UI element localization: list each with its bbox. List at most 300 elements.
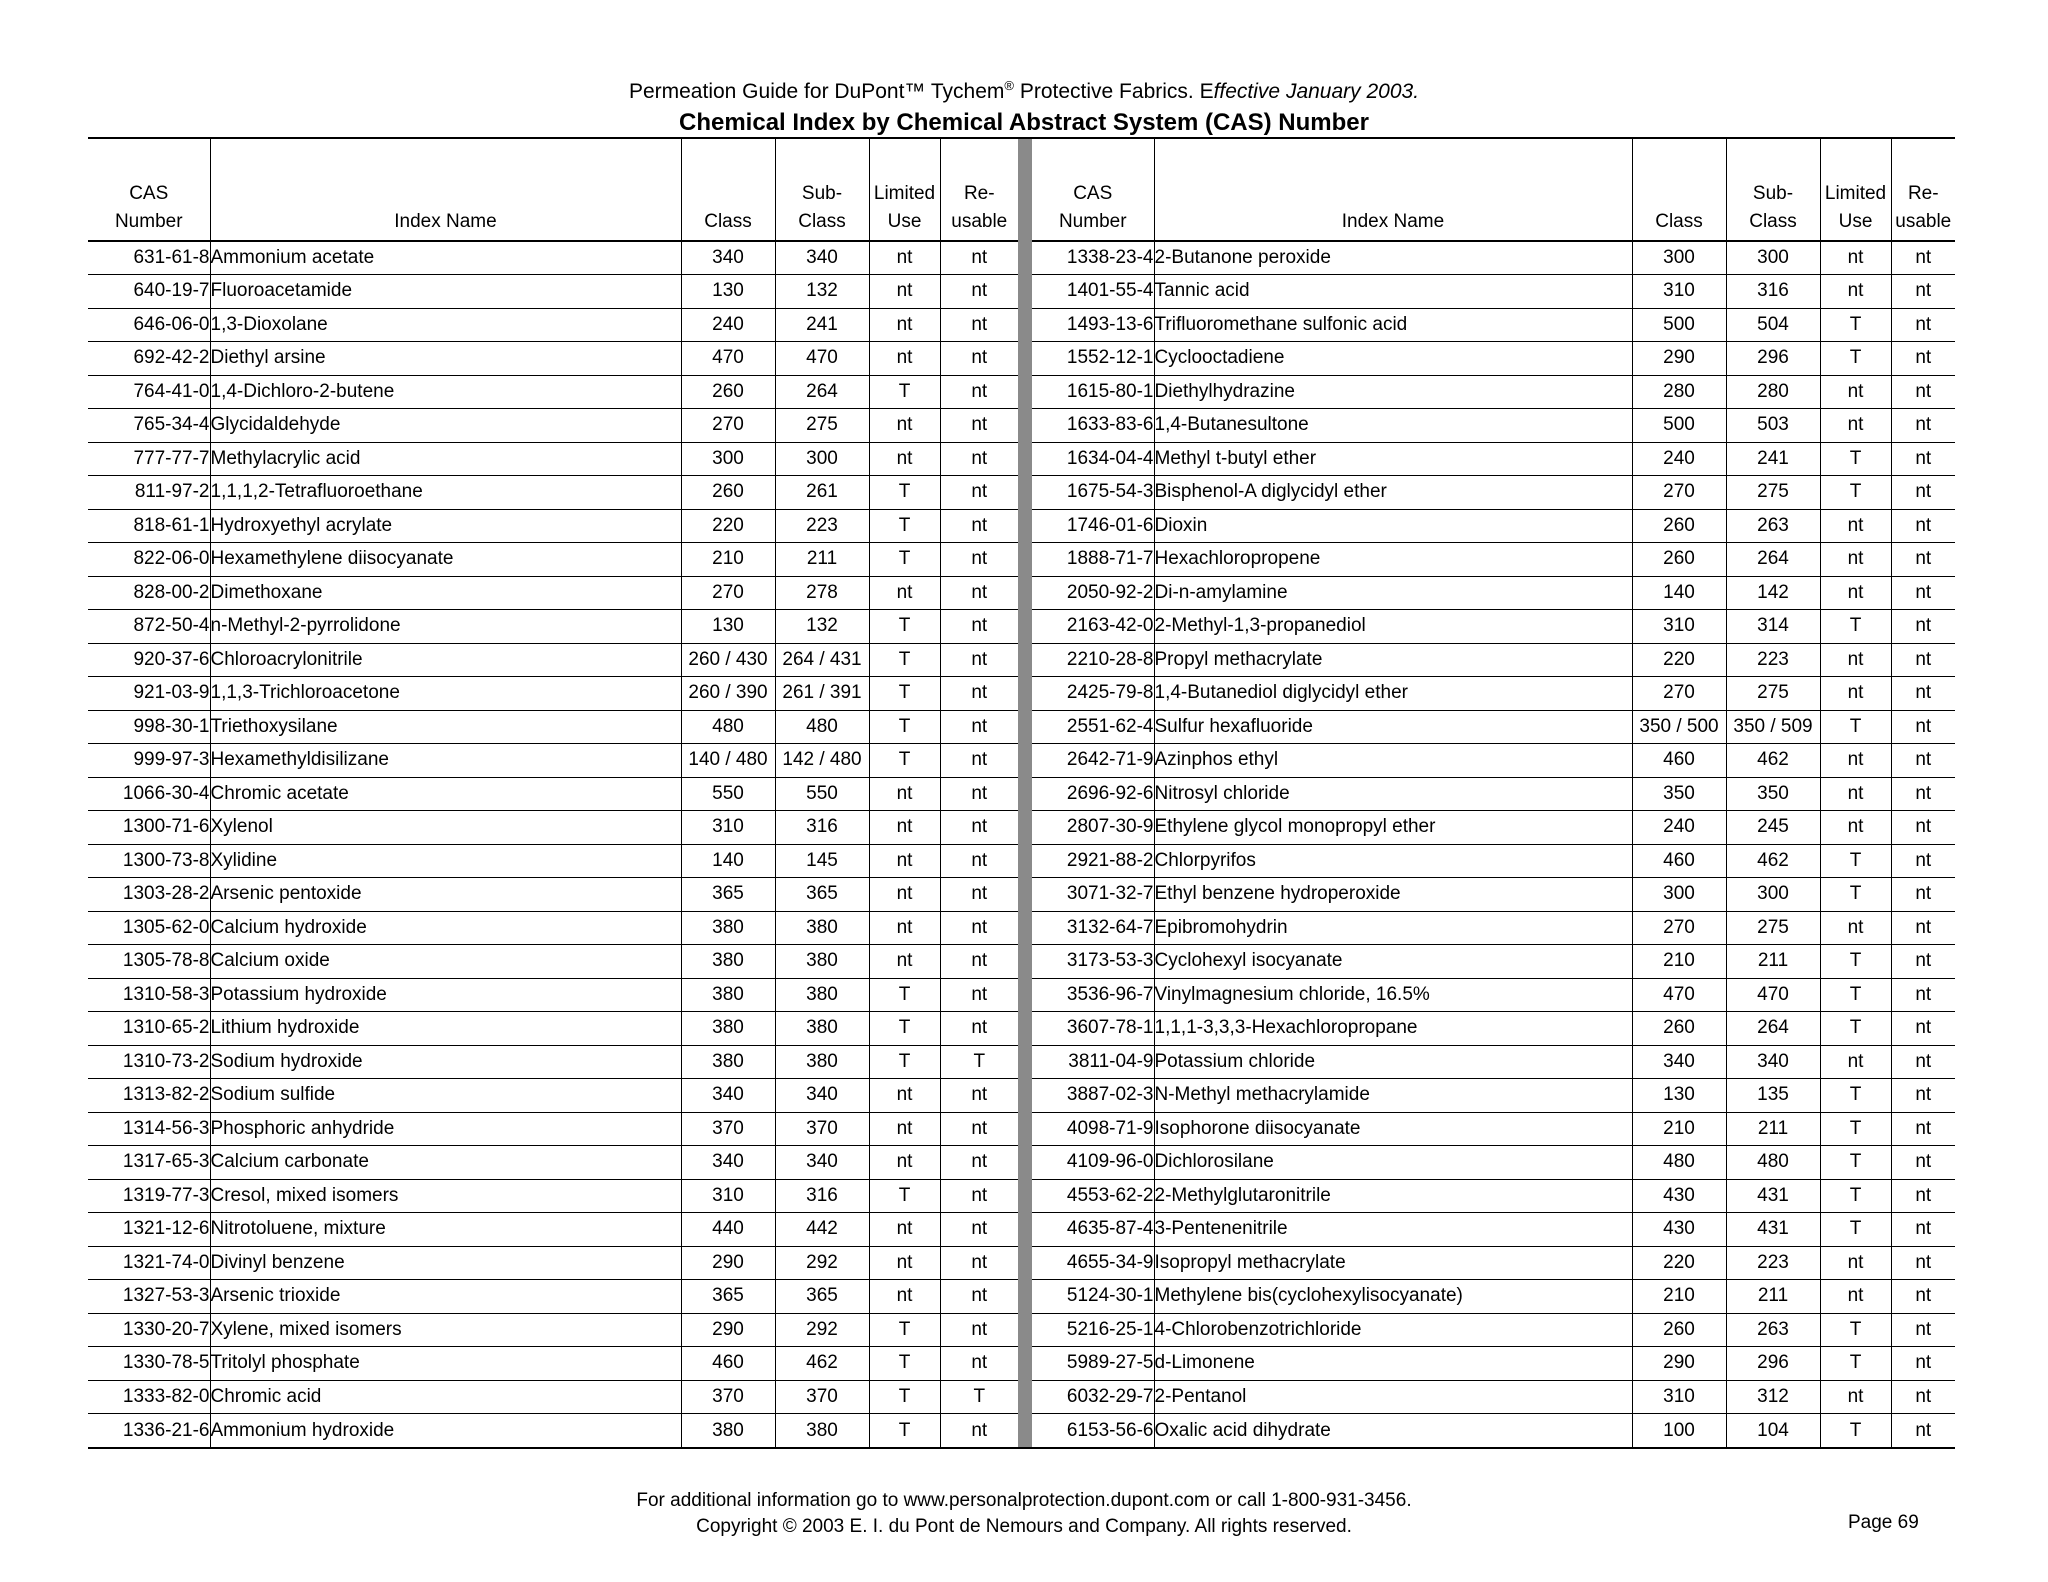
limited-use-cell: T <box>1820 1213 1891 1247</box>
index-name-cell: 1,1,1-3,3,3-Hexachloropropane <box>1154 1012 1632 1046</box>
reusable-cell: T <box>940 1045 1018 1079</box>
class-cell: 210 <box>681 543 775 577</box>
limited-use-cell: T <box>1820 476 1891 510</box>
reusable-cell: nt <box>940 978 1018 1012</box>
limited-use-cell: nt <box>1820 509 1891 543</box>
limited-use-cell: T <box>1820 1179 1891 1213</box>
guide-subtitle <box>0 72 2048 106</box>
column-header-label: CAS Number <box>114 183 183 232</box>
table-row <box>1032 878 1955 912</box>
reusable-cell: nt <box>940 1213 1018 1247</box>
limited-use-cell: T <box>1820 342 1891 376</box>
cas-number-cell: 872-50-4 <box>88 610 210 644</box>
limited-use-cell: T <box>869 978 940 1012</box>
sub-class-cell: 340 <box>775 241 869 275</box>
class-cell: 240 <box>681 308 775 342</box>
table-row <box>88 1179 1018 1213</box>
reusable-cell: nt <box>940 911 1018 945</box>
limited-use-cell: T <box>869 744 940 778</box>
cas-number-cell: 640-19-7 <box>88 275 210 309</box>
cas-number-cell: 1313-82-2 <box>88 1079 210 1113</box>
sub-class-cell: 480 <box>775 710 869 744</box>
reusable-cell: nt <box>940 275 1018 309</box>
limited-use-cell: nt <box>1820 375 1891 409</box>
index-name-cell: Potassium hydroxide <box>210 978 681 1012</box>
page-title: Chemical Index by Chemical Abstract System (CAS) Number <box>679 109 1369 136</box>
cas-number-cell: 2642-71-9 <box>1032 744 1154 778</box>
sub-class-cell: 340 <box>775 1146 869 1180</box>
cas-number-cell: 6153-56-6 <box>1066 1419 1154 1441</box>
limited-use-cell: T <box>869 1179 940 1213</box>
column-header-limited-use <box>869 139 940 241</box>
class-cell: 220 <box>681 509 775 543</box>
table-row <box>88 945 1018 979</box>
index-name-cell: Hexamethylene diisocyanate <box>210 543 681 577</box>
limited-use-cell: nt <box>869 442 940 476</box>
table-row <box>1032 1079 1955 1113</box>
table-row <box>1032 308 1955 342</box>
limited-use-cell: T <box>1820 610 1891 644</box>
limited-use-cell: nt <box>869 1246 940 1280</box>
table-row <box>1032 1280 1955 1314</box>
sub-class-cell: 462 <box>1726 844 1820 878</box>
page-header <box>0 72 2048 139</box>
index-name-cell: Tritolyl phosphate <box>210 1347 681 1381</box>
table-row <box>88 811 1018 845</box>
limited-use-cell: T <box>1820 945 1891 979</box>
table-row <box>88 1380 1018 1414</box>
class-cell: 340 <box>681 1146 775 1180</box>
index-name-cell: Glycidaldehyde <box>210 409 681 443</box>
reusable-cell: nt <box>940 342 1018 376</box>
sub-class-cell: 504 <box>1726 308 1820 342</box>
sub-class-cell: 365 <box>775 878 869 912</box>
limited-use-cell: T <box>1820 1012 1891 1046</box>
sub-class-cell: 261 / 391 <box>775 677 869 711</box>
class-cell: 260 / 390 <box>681 677 775 711</box>
limited-use-cell: T <box>1820 442 1891 476</box>
sub-class-cell: 292 <box>775 1246 869 1280</box>
sub-class-cell: 340 <box>1726 1045 1820 1079</box>
limited-use-cell: T <box>869 610 940 644</box>
registered-mark: ® <box>1004 78 1015 93</box>
sub-class-cell: 142 / 480 <box>775 744 869 778</box>
limited-use-cell: T <box>1820 1347 1891 1381</box>
table-row <box>1032 1012 1955 1046</box>
index-name-cell: 1,1,3-Trichloroacetone <box>210 677 681 711</box>
cas-number-cell: 822-06-0 <box>88 543 210 577</box>
class-cell: 460 <box>1632 844 1726 878</box>
class-cell: 290 <box>681 1313 775 1347</box>
table-row <box>88 978 1018 1012</box>
class-cell: 260 <box>1632 543 1726 577</box>
limited-use-cell: nt <box>1820 409 1891 443</box>
sub-class-cell: 292 <box>775 1313 869 1347</box>
sub-class-cell: 261 <box>775 476 869 510</box>
limited-use-cell: nt <box>869 777 940 811</box>
sub-class-cell: 223 <box>1726 643 1820 677</box>
sub-class-cell: 340 <box>775 1079 869 1113</box>
limited-use-cell: T <box>869 509 940 543</box>
sub-class-cell: 300 <box>1726 241 1820 275</box>
class-cell: 380 <box>681 978 775 1012</box>
index-name-cell: 2-Butanone peroxide <box>1154 241 1632 275</box>
class-cell: 550 <box>681 777 775 811</box>
table-row <box>88 476 1018 510</box>
sub-class-cell: 462 <box>1726 744 1820 778</box>
class-cell: 140 / 480 <box>681 744 775 778</box>
reusable-cell: nt <box>940 576 1018 610</box>
table-row <box>1032 509 1955 543</box>
sub-class-cell: 296 <box>1726 342 1820 376</box>
class-cell: 270 <box>681 409 775 443</box>
class-cell: 260 <box>681 476 775 510</box>
table-row <box>88 375 1018 409</box>
sub-class-cell: 470 <box>775 342 869 376</box>
class-cell: 310 <box>1632 610 1726 644</box>
class-cell: 370 <box>681 1112 775 1146</box>
table-row <box>88 844 1018 878</box>
table-row <box>88 1414 1018 1448</box>
sub-class-cell: 264 / 431 <box>775 643 869 677</box>
reusable-cell: nt <box>1891 777 1955 811</box>
index-name-cell: 2-Methyl-1,3-propanediol <box>1154 610 1632 644</box>
cas-number-cell: 2696-92-6 <box>1032 777 1154 811</box>
cas-number-cell: 1746-01-6 <box>1032 509 1154 543</box>
class-cell: 290 <box>681 1246 775 1280</box>
limited-use-cell: nt <box>869 576 940 610</box>
table-row <box>88 1012 1018 1046</box>
limited-use-cell: T <box>1820 978 1891 1012</box>
reusable-cell: T <box>940 1380 1018 1414</box>
cas-number-cell: 4098-71-9 <box>1032 1112 1154 1146</box>
table-row <box>88 1213 1018 1247</box>
cas-number-cell: 921-03-9 <box>88 677 210 711</box>
class-cell: 270 <box>681 576 775 610</box>
reusable-cell: nt <box>1891 911 1955 945</box>
footer-info: For additional information go to www.personalprotection.dupont.com or call 1-800-931-3456. <box>636 1490 1412 1511</box>
table-row <box>1032 1146 1955 1180</box>
cas-number-cell: 4635-87-4 <box>1032 1213 1154 1247</box>
reusable-cell: nt <box>940 375 1018 409</box>
class-cell: 365 <box>681 878 775 912</box>
class-cell: 280 <box>1632 375 1726 409</box>
column-header-label: CAS Number <box>1058 183 1127 232</box>
sub-class-cell: 316 <box>775 811 869 845</box>
class-cell: 130 <box>1632 1079 1726 1113</box>
sub-class-cell: 223 <box>1726 1246 1820 1280</box>
table-row <box>88 1045 1018 1079</box>
sub-class-cell: 211 <box>1726 1112 1820 1146</box>
index-name-cell: Sodium hydroxide <box>210 1045 681 1079</box>
index-name-cell: 2-Methylglutaronitrile <box>1154 1179 1632 1213</box>
index-name-cell: Methylene bis(cyclohexylisocyanate) <box>1154 1280 1632 1314</box>
cas-number-cell: 631-61-8 <box>88 241 210 275</box>
sub-class-cell: 223 <box>775 509 869 543</box>
index-name-cell: Arsenic pentoxide <box>210 878 681 912</box>
limited-use-cell: T <box>869 1045 940 1079</box>
class-cell: 470 <box>681 342 775 376</box>
sub-class-cell: 470 <box>1726 978 1820 1012</box>
table-row <box>88 543 1018 577</box>
limited-use-cell: nt <box>869 1146 940 1180</box>
index-name-cell: N-Methyl methacrylamide <box>1154 1079 1632 1113</box>
cas-number-cell: 1634-04-4 <box>1032 442 1154 476</box>
class-cell: 340 <box>1632 1045 1726 1079</box>
chemical-table-right <box>1032 139 1955 1447</box>
sub-class-cell: 275 <box>1726 677 1820 711</box>
limited-use-cell: T <box>869 476 940 510</box>
index-name-cell: Chromic acid <box>210 1380 681 1414</box>
reusable-cell: nt <box>1891 509 1955 543</box>
limited-use-cell: nt <box>1820 744 1891 778</box>
reusable-cell: nt <box>940 1347 1018 1381</box>
class-cell: 260 <box>1632 1313 1726 1347</box>
sub-class-cell: 264 <box>775 375 869 409</box>
index-name-cell: 2-Pentanol <box>1154 1380 1632 1414</box>
reusable-cell: nt <box>1891 1045 1955 1079</box>
index-name-cell: Vinylmagnesium chloride, 16.5% <box>1154 978 1632 1012</box>
index-name-cell: 1,4-Dichloro-2-butene <box>210 375 681 409</box>
table-row <box>1032 1414 1955 1448</box>
subtitle-prefix: Permeation Guide for DuPont™ Tychem <box>628 80 1005 103</box>
subtitle-mid: Protective Fabrics. E <box>1014 80 1214 103</box>
limited-use-cell: nt <box>869 945 940 979</box>
limited-use-cell: nt <box>869 275 940 309</box>
table-row <box>1032 1347 1955 1381</box>
table-row <box>88 1246 1018 1280</box>
cas-number-cell: 4109-96-0 <box>1032 1146 1154 1180</box>
sub-class-cell: 314 <box>1726 610 1820 644</box>
cas-number-cell: 1330-78-5 <box>88 1347 210 1381</box>
index-name-cell: n-Methyl-2-pyrrolidone <box>210 610 681 644</box>
reusable-cell: nt <box>940 710 1018 744</box>
reusable-cell: nt <box>940 442 1018 476</box>
cas-number-cell: 811-97-2 <box>88 476 210 510</box>
sub-class-cell: 380 <box>775 1414 869 1448</box>
class-cell: 130 <box>681 275 775 309</box>
table-row <box>1032 409 1955 443</box>
class-cell: 430 <box>1632 1179 1726 1213</box>
index-name-cell: Ammonium hydroxide <box>210 1414 681 1448</box>
sub-class-cell: 275 <box>1726 476 1820 510</box>
table-row <box>88 1280 1018 1314</box>
index-name-cell: 3-Pentenenitrile <box>1154 1213 1632 1247</box>
index-name-cell: Methyl t-butyl ether <box>1154 442 1632 476</box>
reusable-cell: nt <box>1891 610 1955 644</box>
reusable-cell: nt <box>1891 1179 1955 1213</box>
sub-class-cell: 431 <box>1726 1213 1820 1247</box>
index-name-cell: 4-Chlorobenzotrichloride <box>1154 1313 1632 1347</box>
class-cell: 365 <box>681 1280 775 1314</box>
table-row <box>88 610 1018 644</box>
cas-number-cell: 1336-21-6 <box>122 1419 210 1441</box>
sub-class-cell: 104 <box>1726 1414 1820 1448</box>
limited-use-cell: nt <box>1820 1246 1891 1280</box>
table-row <box>88 1146 1018 1180</box>
sub-class-cell: 296 <box>1726 1347 1820 1381</box>
class-cell: 210 <box>1632 1280 1726 1314</box>
limited-use-cell: T <box>869 1414 940 1448</box>
limited-use-cell: nt <box>1820 543 1891 577</box>
reusable-cell: nt <box>940 1179 1018 1213</box>
index-name-cell: Chromic acetate <box>210 777 681 811</box>
class-cell: 210 <box>1632 945 1726 979</box>
reusable-cell: nt <box>1891 710 1955 744</box>
index-name-cell: Isopropyl methacrylate <box>1154 1246 1632 1280</box>
reusable-cell: nt <box>1891 1347 1955 1381</box>
reusable-cell: nt <box>940 610 1018 644</box>
limited-use-cell: T <box>869 1380 940 1414</box>
cas-number-cell: 1300-73-8 <box>88 844 210 878</box>
cas-number-cell: 3607-78-1 <box>1032 1012 1154 1046</box>
sub-class-cell: 142 <box>1726 576 1820 610</box>
class-cell: 140 <box>681 844 775 878</box>
class-cell: 380 <box>681 911 775 945</box>
class-cell: 260 / 430 <box>681 643 775 677</box>
reusable-cell: nt <box>940 308 1018 342</box>
page-number: Page 69 <box>1848 1512 1919 1533</box>
class-cell: 340 <box>681 1079 775 1113</box>
reusable-cell: nt <box>1891 1246 1955 1280</box>
limited-use-cell: nt <box>1820 241 1891 275</box>
table-row <box>88 241 1018 275</box>
cas-number-cell: 3536-96-7 <box>1032 978 1154 1012</box>
cas-number-cell: 6032-29-7 <box>1032 1380 1154 1414</box>
table-row <box>1032 1213 1955 1247</box>
sub-class-cell: 300 <box>775 442 869 476</box>
table-row <box>88 409 1018 443</box>
limited-use-cell: nt <box>869 342 940 376</box>
sub-class-cell: 278 <box>775 576 869 610</box>
reusable-cell: nt <box>1891 442 1955 476</box>
reusable-cell: nt <box>940 744 1018 778</box>
reusable-cell: nt <box>1891 1012 1955 1046</box>
class-cell: 100 <box>1632 1414 1726 1448</box>
reusable-cell: nt <box>940 878 1018 912</box>
column-header-sub-class <box>775 139 869 241</box>
class-cell: 290 <box>1632 1347 1726 1381</box>
table-row <box>1032 777 1955 811</box>
index-name-cell: 1,4-Butanediol diglycidyl ether <box>1154 677 1632 711</box>
table-row <box>1032 442 1955 476</box>
index-name-cell: Tannic acid <box>1154 275 1632 309</box>
sub-class-cell: 480 <box>1726 1146 1820 1180</box>
table-row <box>1032 1380 1955 1414</box>
cas-number-cell: 1066-30-4 <box>88 777 210 811</box>
index-name-cell: Triethoxysilane <box>210 710 681 744</box>
class-cell: 260 <box>1632 509 1726 543</box>
cas-number-cell: 2551-62-4 <box>1032 710 1154 744</box>
class-cell: 270 <box>1632 911 1726 945</box>
class-cell: 460 <box>681 1347 775 1381</box>
table-row <box>1032 342 1955 376</box>
class-cell: 260 <box>681 375 775 409</box>
class-cell: 130 <box>681 610 775 644</box>
cas-number-cell: 1300-71-6 <box>88 811 210 845</box>
column-header-label: Class <box>704 211 752 232</box>
table-row <box>88 308 1018 342</box>
table-row <box>1032 710 1955 744</box>
class-cell: 350 / 500 <box>1632 710 1726 744</box>
limited-use-cell: nt <box>1820 275 1891 309</box>
reusable-cell: nt <box>1891 744 1955 778</box>
index-name-cell: Hexamethyldisilizane <box>210 744 681 778</box>
reusable-cell: nt <box>940 1079 1018 1113</box>
index-name-cell: Bisphenol-A diglycidyl ether <box>1154 476 1632 510</box>
column-header-label: Index Name <box>1341 211 1445 232</box>
reusable-cell: nt <box>1891 978 1955 1012</box>
table-row <box>88 710 1018 744</box>
table-row <box>88 1112 1018 1146</box>
limited-use-cell: nt <box>1820 1045 1891 1079</box>
index-name-cell: Fluoroacetamide <box>210 275 681 309</box>
table-row <box>1032 677 1955 711</box>
index-name-cell: Nitrotoluene, mixture <box>210 1213 681 1247</box>
reusable-cell: nt <box>1891 375 1955 409</box>
sub-class-cell: 211 <box>775 543 869 577</box>
table-row <box>1032 1313 1955 1347</box>
cas-number-cell: 1633-83-6 <box>1032 409 1154 443</box>
index-name-cell: Xylidine <box>210 844 681 878</box>
limited-use-cell: nt <box>1820 911 1891 945</box>
header-row <box>1032 139 1955 241</box>
sub-class-cell: 132 <box>775 275 869 309</box>
cas-number-cell: 2050-92-2 <box>1032 576 1154 610</box>
limited-use-cell: T <box>869 1313 940 1347</box>
cas-number-cell: 2425-79-8 <box>1032 677 1154 711</box>
cas-number-cell: 3071-32-7 <box>1032 878 1154 912</box>
limited-use-cell: T <box>869 1347 940 1381</box>
cas-number-cell: 2807-30-9 <box>1032 811 1154 845</box>
table-row <box>88 576 1018 610</box>
class-cell: 220 <box>1632 1246 1726 1280</box>
sub-class-cell: 350 / 509 <box>1726 710 1820 744</box>
sub-class-cell: 275 <box>775 409 869 443</box>
index-name-cell: Dimethoxane <box>210 576 681 610</box>
limited-use-cell: T <box>869 643 940 677</box>
reusable-cell: nt <box>940 677 1018 711</box>
index-name-cell: Lithium hydroxide <box>210 1012 681 1046</box>
limited-use-cell: nt <box>1820 811 1891 845</box>
reusable-cell: nt <box>940 476 1018 510</box>
chemical-index-tables <box>88 137 1955 1449</box>
limited-use-cell: nt <box>869 241 940 275</box>
limited-use-cell: nt <box>869 1079 940 1113</box>
cas-number-cell: 764-41-0 <box>88 375 210 409</box>
limited-use-cell: T <box>1820 1414 1891 1448</box>
table-row <box>1032 844 1955 878</box>
table-row <box>1032 1246 1955 1280</box>
index-name-cell: Ammonium acetate <box>210 241 681 275</box>
cas-number-cell: 5989-27-5 <box>1032 1347 1154 1381</box>
cas-number-cell: 828-00-2 <box>88 576 210 610</box>
table-row <box>88 342 1018 376</box>
index-name-cell: 1,4-Butanesultone <box>1154 409 1632 443</box>
index-name-cell: Potassium chloride <box>1154 1045 1632 1079</box>
class-cell: 500 <box>1632 409 1726 443</box>
table-row <box>1032 911 1955 945</box>
column-header-reusable <box>940 139 1018 241</box>
column-header-cas-number <box>1032 139 1154 241</box>
sub-class-cell: 280 <box>1726 375 1820 409</box>
chemical-table-left <box>88 139 1018 1447</box>
limited-use-cell: T <box>1820 878 1891 912</box>
sub-class-cell: 365 <box>775 1280 869 1314</box>
column-header-cas-number <box>88 139 210 241</box>
class-cell: 380 <box>681 1012 775 1046</box>
class-cell: 470 <box>1632 978 1726 1012</box>
